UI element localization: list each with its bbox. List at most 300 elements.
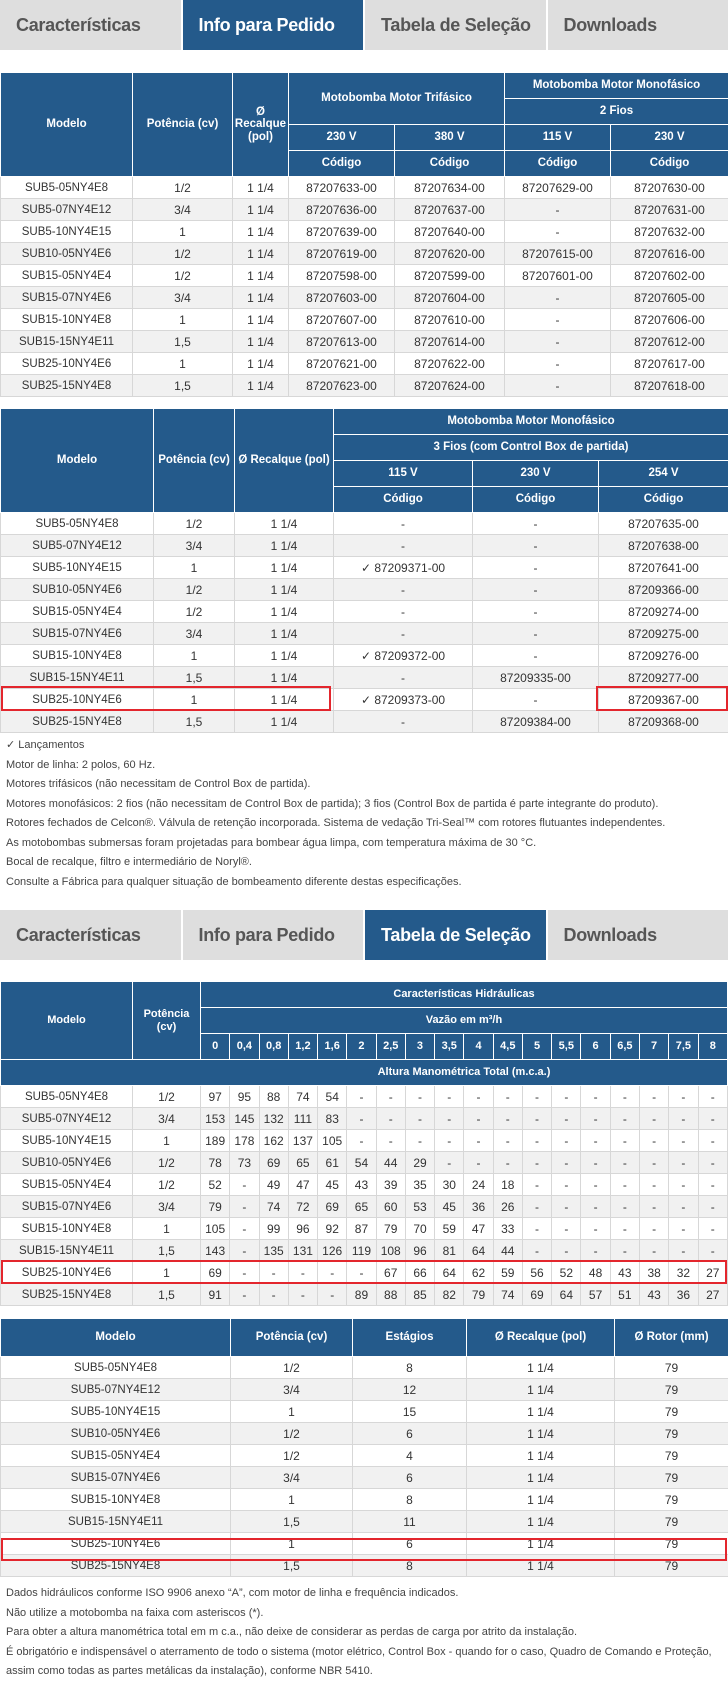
table-cell: - (493, 1086, 522, 1108)
header-caracteristicas-hidraulicas: Características Hidráulicas (201, 982, 728, 1008)
table-cell: 1 1/4 (467, 1445, 615, 1467)
table-cell: 3/4 (154, 535, 235, 557)
table-cell: - (334, 579, 473, 601)
table-cell: 1 1/4 (233, 331, 289, 353)
table-row (1, 265, 728, 287)
table-cell: 36 (669, 1284, 698, 1306)
table-cell: 4 (353, 1445, 467, 1467)
table-cell: - (288, 1284, 317, 1306)
header-modelo: Modelo (1, 982, 133, 1060)
table-row (1, 623, 728, 645)
table-cell: 18 (493, 1174, 522, 1196)
table-cell: - (259, 1284, 288, 1306)
table-cell: 1 1/4 (233, 243, 289, 265)
table-cell: 87 (347, 1218, 376, 1240)
cell-modelo: SUB10-05NY4E6 (1, 579, 154, 601)
table-cell: 6 (353, 1533, 467, 1555)
table-cell: 87207636-00 (289, 199, 395, 221)
table-row (1, 309, 728, 331)
table-cell: 81 (435, 1240, 464, 1262)
table-cell: 87207622-00 (395, 353, 505, 375)
header-codigo: Código (611, 151, 728, 177)
table-cell: 79 (615, 1401, 728, 1423)
tab-tabela-selecao[interactable]: Tabela de Seleção (365, 910, 546, 960)
table-cell: 15 (353, 1401, 467, 1423)
table-cell: 91 (201, 1284, 230, 1306)
table-cell: - (318, 1284, 347, 1306)
cell-modelo: SUB25-10NY4E6 (1, 353, 133, 375)
table-cell: 1/2 (154, 513, 235, 535)
cell-modelo: SUB25-10NY4E6 (1, 1262, 133, 1284)
header-380v: 380 V (395, 125, 505, 151)
table-cell: 87207599-00 (395, 265, 505, 287)
table-row (1, 1467, 728, 1489)
header-230v-mono: 230 V (611, 125, 728, 151)
table-cell: - (610, 1174, 639, 1196)
table-cell: - (464, 1108, 493, 1130)
table-cell: - (581, 1196, 610, 1218)
table-row (1, 667, 728, 689)
table-cell: - (334, 535, 473, 557)
table-cell: - (639, 1196, 668, 1218)
table-cell: - (669, 1108, 698, 1130)
table-cell: 1 1/4 (467, 1401, 615, 1423)
cell-modelo: SUB25-15NY4E8 (1, 1284, 133, 1306)
table-cell: 88 (376, 1284, 405, 1306)
table-cell: 87207637-00 (395, 199, 505, 221)
table-cell: 87207641-00 (599, 557, 728, 579)
table-cell: 178 (230, 1130, 259, 1152)
table-cell: 1 (133, 309, 233, 331)
header-vazao-value: 0,8 (259, 1034, 288, 1060)
table-cell: - (698, 1174, 727, 1196)
table-cell: - (610, 1218, 639, 1240)
table-cell: - (698, 1240, 727, 1262)
table-cell: 87207639-00 (289, 221, 395, 243)
table-cell: 33 (493, 1218, 522, 1240)
table-cell: - (522, 1174, 551, 1196)
header-vazao-value: 2 (347, 1034, 376, 1060)
header-vazao-value: 4 (464, 1034, 493, 1060)
table-cell: - (334, 513, 473, 535)
table-cell: 60 (376, 1196, 405, 1218)
tab-caracteristicas[interactable]: Características (0, 0, 181, 50)
table-cell: - (581, 1152, 610, 1174)
table-cell: 32 (669, 1262, 698, 1284)
table-cell: 74 (493, 1284, 522, 1306)
table-cell: 45 (435, 1196, 464, 1218)
header-115v: 115 V (334, 461, 473, 487)
table-cell: 137 (288, 1130, 317, 1152)
cell-modelo: SUB25-15NY4E8 (1, 711, 154, 733)
table-cell: 87209275-00 (599, 623, 728, 645)
table-row (1, 1379, 728, 1401)
table-cell: 96 (288, 1218, 317, 1240)
header-vazao-value: 5 (522, 1034, 551, 1060)
header-vazao-value: 3,5 (435, 1034, 464, 1060)
table-cell: 87207615-00 (505, 243, 611, 265)
table-cell: 57 (581, 1284, 610, 1306)
table-cell: 79 (615, 1467, 728, 1489)
header-monofasico: Motobomba Motor Monofásico (505, 73, 728, 99)
cell-modelo: SUB15-15NY4E11 (1, 1240, 133, 1262)
cell-modelo: SUB15-15NY4E11 (1, 667, 154, 689)
table-cell: 1 1/4 (235, 601, 334, 623)
table-cell: - (505, 331, 611, 353)
tab-downloads[interactable]: Downloads (548, 0, 728, 50)
table-row (1, 1445, 728, 1467)
table-cell: 132 (259, 1108, 288, 1130)
header-rotor: Ø Rotor (mm) (615, 1319, 728, 1357)
table-cell: - (376, 1108, 405, 1130)
table-cell: 87209274-00 (599, 601, 728, 623)
table-row (1, 1533, 728, 1555)
table-cell: 1 (231, 1533, 353, 1555)
table-cell: 3/4 (231, 1467, 353, 1489)
header-recalque: Ø Recalque (pol) (235, 409, 334, 513)
table-cell: - (347, 1108, 376, 1130)
table-cell: 87207606-00 (611, 309, 728, 331)
table-cell: 1,5 (133, 331, 233, 353)
table-cell: 87207604-00 (395, 287, 505, 309)
table-cell: - (473, 645, 599, 667)
cell-modelo: SUB5-10NY4E15 (1, 1130, 133, 1152)
table-cell: - (639, 1152, 668, 1174)
table-cell: 1 1/4 (467, 1489, 615, 1511)
table-cell: 1 (154, 557, 235, 579)
table-cell: 1 1/4 (235, 645, 334, 667)
table-cell: - (405, 1108, 434, 1130)
table-cell: - (581, 1108, 610, 1130)
table-cell: 162 (259, 1130, 288, 1152)
header-monofasico: Motobomba Motor Monofásico (334, 409, 728, 435)
table-cell: 145 (230, 1108, 259, 1130)
header-codigo: Código (334, 487, 473, 513)
table-cell: 87207619-00 (289, 243, 395, 265)
table-cell: - (610, 1108, 639, 1130)
table-cell: - (581, 1130, 610, 1152)
table-cell: 36 (464, 1196, 493, 1218)
table-cell: 87207620-00 (395, 243, 505, 265)
header-potencia: Potência (cv) (133, 73, 233, 177)
table-cell: 69 (259, 1152, 288, 1174)
table-row (1, 243, 728, 265)
table-cell: 135 (259, 1240, 288, 1262)
cell-modelo: SUB15-10NY4E8 (1, 645, 154, 667)
table-cell: 1 1/4 (235, 623, 334, 645)
table-cell: 43 (639, 1284, 668, 1306)
table-cell: 87207624-00 (395, 375, 505, 397)
table-cell: 1/2 (133, 1174, 201, 1196)
table-cell: 87207603-00 (289, 287, 395, 309)
header-codigo: Código (289, 151, 395, 177)
header-potencia: Potência (cv) (231, 1319, 353, 1357)
header-vazao-value: 6 (581, 1034, 610, 1060)
table-cell: 1 (231, 1401, 353, 1423)
table-cell: - (581, 1218, 610, 1240)
table-cell: 3/4 (133, 1196, 201, 1218)
table-cell: 87207629-00 (505, 177, 611, 199)
table-row (1, 579, 728, 601)
selection-table-specs (0, 1318, 728, 1577)
table-cell: 1 1/4 (235, 667, 334, 689)
table-cell: 105 (318, 1130, 347, 1152)
table-cell: ✓ 87209371-00 (334, 557, 473, 579)
table-cell: - (522, 1086, 551, 1108)
table-cell: 56 (522, 1262, 551, 1284)
cell-modelo: SUB15-10NY4E8 (1, 309, 133, 331)
table-cell: 1/2 (133, 265, 233, 287)
table-cell: 3/4 (133, 199, 233, 221)
table-cell: 1 1/4 (467, 1357, 615, 1379)
table-cell: 38 (639, 1262, 668, 1284)
table-cell: - (505, 309, 611, 331)
cell-modelo: SUB5-05NY4E8 (1, 1357, 231, 1379)
table-cell: 1/2 (231, 1423, 353, 1445)
table-row (1, 513, 728, 535)
table-cell: 108 (376, 1240, 405, 1262)
header-230v: 230 V (473, 461, 599, 487)
table-cell: 35 (405, 1174, 434, 1196)
table-cell: 1 1/4 (233, 265, 289, 287)
table-cell: 49 (259, 1174, 288, 1196)
table-cell: 69 (522, 1284, 551, 1306)
table-cell: - (669, 1174, 698, 1196)
header-potencia: Potência (cv) (154, 409, 235, 513)
table-cell: 59 (493, 1262, 522, 1284)
cell-modelo: SUB25-15NY4E8 (1, 375, 133, 397)
table-cell: 1,5 (133, 375, 233, 397)
table-cell: 1 (133, 221, 233, 243)
cell-modelo: SUB10-05NY4E6 (1, 243, 133, 265)
table-cell: 8 (353, 1357, 467, 1379)
table-cell: 1 1/4 (467, 1467, 615, 1489)
table-cell: 143 (201, 1240, 230, 1262)
table-cell: 52 (552, 1262, 581, 1284)
table-cell: 87207633-00 (289, 177, 395, 199)
table-cell: 6 (353, 1423, 467, 1445)
table-cell: 27 (698, 1262, 727, 1284)
table-cell: - (522, 1218, 551, 1240)
note-line: Dados hidráulicos conforme ISO 9906 anexo “A”, com motor de linha e frequência indicados. (6, 1584, 722, 1604)
table-row (1, 601, 728, 623)
header-vazao-value: 6,5 (610, 1034, 639, 1060)
header-vazao-value: 0 (201, 1034, 230, 1060)
table-cell: - (639, 1108, 668, 1130)
table-cell: 79 (615, 1423, 728, 1445)
table-cell: - (230, 1240, 259, 1262)
header-codigo: Código (395, 151, 505, 177)
table-row (1, 645, 728, 667)
table-body (1, 513, 728, 733)
table-cell: - (435, 1130, 464, 1152)
table-cell: - (334, 711, 473, 733)
cell-modelo: SUB5-07NY4E12 (1, 535, 154, 557)
table-cell: 53 (405, 1196, 434, 1218)
table-cell: 1,5 (133, 1240, 201, 1262)
table-cell: - (376, 1086, 405, 1108)
table-cell: - (639, 1086, 668, 1108)
table-cell: 95 (230, 1086, 259, 1108)
table-cell: - (669, 1152, 698, 1174)
table-cell: 79 (464, 1284, 493, 1306)
table-cell: - (334, 623, 473, 645)
table-cell: - (493, 1108, 522, 1130)
table-cell: 3/4 (133, 1108, 201, 1130)
table-cell: - (505, 375, 611, 397)
table-body (1, 177, 728, 397)
cell-modelo: SUB15-07NY4E6 (1, 623, 154, 645)
cell-modelo: SUB10-05NY4E6 (1, 1152, 133, 1174)
table-row (1, 1555, 728, 1577)
table-cell: 79 (376, 1218, 405, 1240)
table-cell: 87209276-00 (599, 645, 728, 667)
table-cell: 87207618-00 (611, 375, 728, 397)
selection-table-hydraulic (0, 981, 728, 1306)
table-row (1, 1489, 728, 1511)
table-cell: - (464, 1152, 493, 1174)
header-codigo: Código (599, 487, 728, 513)
table-cell: - (473, 579, 599, 601)
table-cell: - (698, 1108, 727, 1130)
table-cell: - (639, 1240, 668, 1262)
table-cell: - (669, 1218, 698, 1240)
note-line: Motor de linha: 2 polos, 60 Hz. (6, 756, 722, 776)
note-line: ✓ Lançamentos (6, 736, 722, 756)
table-cell: - (288, 1262, 317, 1284)
table-cell: 87207638-00 (599, 535, 728, 557)
table-cell: 79 (615, 1555, 728, 1577)
header-vazao-value: 8 (698, 1034, 727, 1060)
table-cell: 87207598-00 (289, 265, 395, 287)
table-cell: 1 1/4 (235, 513, 334, 535)
table-row (1, 711, 728, 733)
tab-tabela-selecao[interactable]: Tabela de Seleção (365, 0, 546, 50)
header-254v: 254 V (599, 461, 728, 487)
table-cell: - (698, 1218, 727, 1240)
table-cell: 79 (615, 1379, 728, 1401)
table-cell: 131 (288, 1240, 317, 1262)
tab-info-pedido[interactable]: Info para Pedido (183, 0, 364, 50)
table-cell: 69 (201, 1262, 230, 1284)
table-row (1, 1130, 728, 1152)
table-cell: 1 1/4 (235, 535, 334, 557)
cell-modelo: SUB15-07NY4E6 (1, 1196, 133, 1218)
tab-downloads[interactable]: Downloads (548, 910, 728, 960)
table-cell: 1/2 (231, 1357, 353, 1379)
table-cell: 1 1/4 (235, 579, 334, 601)
table-cell: - (473, 623, 599, 645)
table-cell: - (347, 1086, 376, 1108)
header-recalque: Ø Recalque (pol) (467, 1319, 615, 1357)
table-cell: - (376, 1130, 405, 1152)
table-cell: 6 (353, 1467, 467, 1489)
table-cell: 89 (347, 1284, 376, 1306)
table-row (1, 1240, 728, 1262)
header-vazao-value: 5,5 (552, 1034, 581, 1060)
cell-modelo: SUB25-10NY4E6 (1, 1533, 231, 1555)
table-cell: - (581, 1240, 610, 1262)
table-cell: 79 (201, 1196, 230, 1218)
table-row (1, 1108, 728, 1130)
table-row (1, 1086, 728, 1108)
table-cell: 1/2 (154, 579, 235, 601)
note-line: assim como todas as partes metálicas da instalação), conforme NBR 5410. (6, 1662, 722, 1682)
table-cell: 1 1/4 (233, 199, 289, 221)
tab-caracteristicas[interactable]: Características (0, 910, 181, 960)
table-cell: - (318, 1262, 347, 1284)
table-cell: 1 1/4 (467, 1423, 615, 1445)
table-cell: 87209384-00 (473, 711, 599, 733)
header-potencia: Potência (cv) (133, 982, 201, 1060)
note-line: É obrigatório e indispensável o aterramento de todo o sistema (motor elétrico, Control Box - quando for o caso, Quadro de Comando e Proteção, (6, 1643, 722, 1663)
table-cell: 1 (231, 1489, 353, 1511)
table-cell: 54 (318, 1086, 347, 1108)
table-cell: 69 (318, 1196, 347, 1218)
table-cell: 47 (288, 1174, 317, 1196)
table-cell: - (435, 1152, 464, 1174)
table-cell: - (230, 1218, 259, 1240)
table-cell: 1 1/4 (233, 375, 289, 397)
cell-modelo: SUB15-15NY4E11 (1, 1511, 231, 1533)
table-cell: 1 1/4 (233, 221, 289, 243)
tab-info-pedido[interactable]: Info para Pedido (183, 910, 364, 960)
table-cell: 62 (464, 1262, 493, 1284)
table-cell: 119 (347, 1240, 376, 1262)
table-cell: - (581, 1174, 610, 1196)
order-table-3-fios (0, 408, 728, 733)
table-cell: 1 1/4 (467, 1555, 615, 1577)
note-line: Bocal de recalque, filtro e intermediário de Noryl®. (6, 853, 722, 873)
header-vazao-value: 0,4 (230, 1034, 259, 1060)
table-cell: 12 (353, 1379, 467, 1401)
header-vazao-value: 2,5 (376, 1034, 405, 1060)
table-cell: 1/2 (231, 1445, 353, 1467)
table-cell: 1 1/4 (467, 1379, 615, 1401)
table-cell: 87207605-00 (611, 287, 728, 309)
cell-modelo: SUB15-05NY4E4 (1, 1174, 133, 1196)
table-cell: 79 (615, 1511, 728, 1533)
table-cell: 87207640-00 (395, 221, 505, 243)
table-cell: 87207634-00 (395, 177, 505, 199)
selection-notes (6, 1584, 722, 1682)
table-cell: 96 (405, 1240, 434, 1262)
header-vazao-value: 4,5 (493, 1034, 522, 1060)
table-cell: - (230, 1284, 259, 1306)
table-cell: - (639, 1174, 668, 1196)
table-cell: 27 (698, 1284, 727, 1306)
table-cell: 74 (259, 1196, 288, 1218)
table-cell: - (473, 689, 599, 711)
table-cell: - (505, 287, 611, 309)
table-cell: 1 1/4 (233, 177, 289, 199)
table-cell: - (698, 1152, 727, 1174)
table-cell: 1 (133, 1218, 201, 1240)
table-cell: 1,5 (231, 1511, 353, 1533)
table-cell: 87209368-00 (599, 711, 728, 733)
table-body (1, 1086, 728, 1306)
table-cell: - (610, 1240, 639, 1262)
table-cell: 61 (318, 1152, 347, 1174)
table-cell: - (581, 1086, 610, 1108)
note-line: Para obter a altura manométrica total em m c.a., não deixe de considerar as perdas de carga por atrito da instalação. (6, 1623, 722, 1643)
table-cell: 24 (464, 1174, 493, 1196)
table-cell: 1/2 (133, 1152, 201, 1174)
table-cell: - (669, 1240, 698, 1262)
table-cell: 65 (347, 1196, 376, 1218)
cell-modelo: SUB15-10NY4E8 (1, 1489, 231, 1511)
table-cell: - (639, 1218, 668, 1240)
